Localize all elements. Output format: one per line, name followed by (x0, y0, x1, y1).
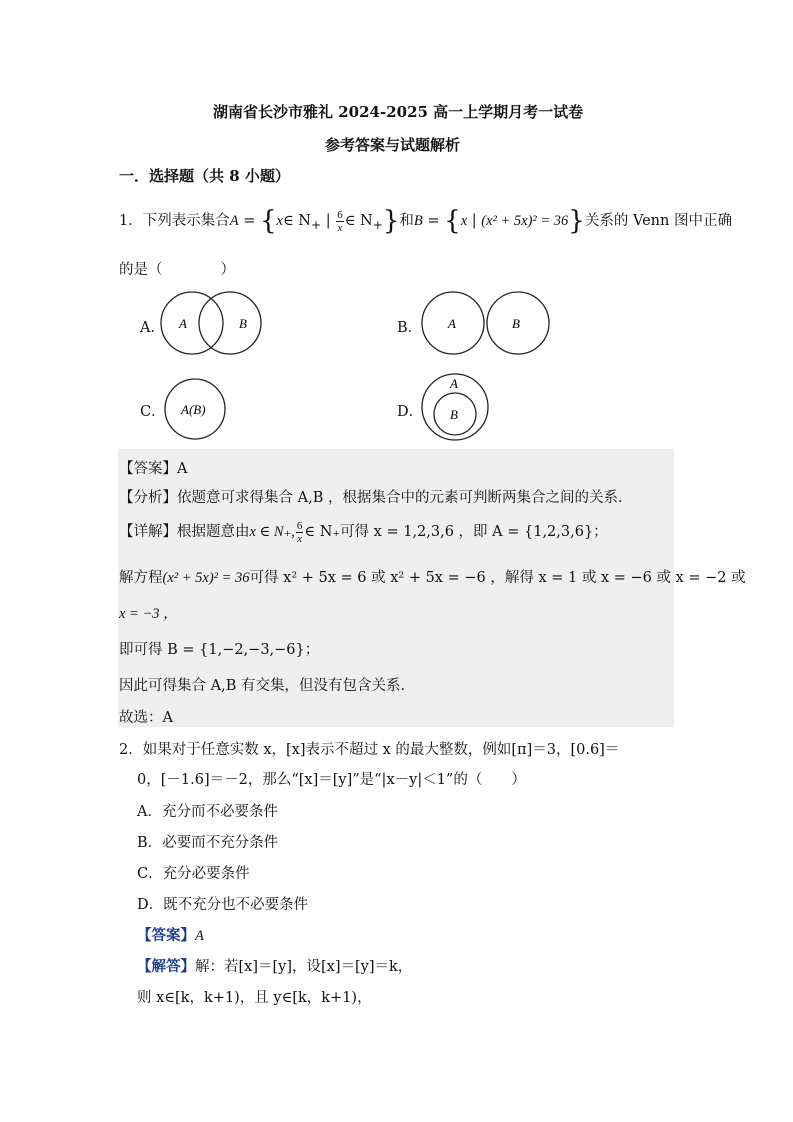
detail-fraction (296, 520, 304, 545)
answer-1-solve-cont: x = −3 ， (119, 606, 178, 622)
venn-b-label-b: B (512, 316, 520, 331)
page-subtitle: 参考答案与试题解析 (325, 136, 461, 154)
q1-frac-den: x (337, 221, 343, 234)
q2-answer-value: A (195, 928, 204, 944)
q1-frac-num: 6 (337, 208, 343, 221)
q1-in-n: ∈ N (282, 213, 311, 229)
option-a-label: A． (140, 320, 165, 336)
venn-b-label-a: A (448, 316, 456, 331)
q1-set-a-name: A (229, 213, 239, 229)
answer-1-set-b: 即可得 B = {1,−2,−3,−6}； (119, 642, 320, 658)
q2-solution-text: 解：若[x]＝[y]，设[x]＝[y]＝k， (195, 959, 413, 975)
detail-condition: x ∈ N₊, (249, 524, 295, 540)
solve-text-b: 可得 x² + 5x = 6 或 x² + 5x = −6 ，解得 x = 1 或 x = −6 或 x = −2 或 (249, 570, 746, 586)
q1-set-a-var: x (276, 213, 283, 229)
venn-a-label-a: A (179, 316, 187, 331)
q2-option-d: D．既不充分也不必要条件 (137, 897, 309, 913)
q2-solution-line2: 则 x∈[k，k+1)，且 y∈[k，k+1)， (137, 990, 372, 1006)
q2-option-b: B．必要而不充分条件 (137, 835, 279, 851)
detail-frac-num: 6 (296, 519, 303, 532)
question-2-stem-line2: 0，[－1.6]＝－2，那么“[x]＝[y]”是“|x－y|＜1”的（ ） (137, 772, 526, 788)
venn-option-b (420, 290, 554, 358)
solve-text-a: 解方程 (119, 570, 163, 586)
q2-solution (137, 955, 412, 976)
option-d-label: D． (397, 404, 424, 420)
answer-1-answer: 【答案】A (119, 461, 188, 477)
venn-a-label-b: B (239, 316, 247, 331)
venn-d-label-b: B (450, 407, 458, 422)
q1-set-b-name: B (413, 213, 423, 229)
venn-option-d (420, 372, 490, 442)
q2-option-a: A．充分而不必要条件 (137, 804, 278, 820)
q2-answer-tag: 【答案】 (137, 927, 195, 944)
q1-and: 和 (399, 213, 414, 229)
q1-set-b-body: (x² + 5x)² = 36 (481, 213, 569, 229)
option-c-label: C． (140, 404, 166, 420)
q1-prefix: 1．下列表示集合 (119, 213, 230, 229)
analysis-tag: 【分析】 (119, 490, 177, 506)
question-2-stem-line1: 2．如果对于任意实数 x，[x]表示不超过 x 的最大整数，例如[π]＝3，[0.6]＝ (119, 742, 620, 758)
q1-plus-sub: + (310, 217, 322, 232)
answer-1-choice: 故选：A (119, 710, 173, 726)
page-title: 湖南省长沙市雅礼 2024-2025 高一上学期月考一试卷 (213, 103, 584, 121)
venn-c-label: A(B) (181, 402, 206, 417)
answer-1-solve (119, 566, 746, 587)
venn-option-c (162, 376, 228, 442)
detail-tag: 【详解】 (119, 524, 177, 540)
option-b-label: B． (397, 320, 423, 336)
venn-option-a (160, 290, 268, 358)
venn-d-label-a: A (450, 376, 458, 391)
solve-equation: (x² + 5x)² = 36 (162, 570, 250, 586)
detail-text-a: 根据题意由 (177, 524, 250, 540)
question-1-stem: 1．下列表示集合A = {x∈ $N_+$ | $\frac{6}{x}$ ∈ $N_+$}和B = {x | (x² + 5x)² = 36}关系的 Venn 图中正确 (119, 206, 732, 236)
section-heading: 一．选择题（共 8 小题） (119, 167, 290, 185)
q2-option-c: C．充分必要条件 (137, 866, 250, 882)
analysis-text: 依题意可求得集合 A,B ，根据集合中的元素可判断两集合之间的关系． (177, 490, 633, 506)
q1-suffix: 关系的 Venn 图中正确 (584, 213, 732, 229)
q1-fraction (336, 209, 344, 234)
answer-1-detail (119, 517, 608, 547)
q2-solution-tag: 【解答】 (137, 958, 195, 975)
detail-text-b: 可得 x = 1,2,3,6 ，即 A = {1,2,3,6}； (340, 524, 608, 540)
q2-answer (137, 924, 204, 945)
answer-1-analysis (119, 486, 632, 507)
detail-condition-2: ∈ N₊ (304, 524, 341, 540)
venn-a-circle-b (199, 292, 261, 354)
detail-frac-den: x (297, 532, 303, 545)
answer-1-conclusion: 因此可得集合 A,B 有交集，但没有包含关系． (119, 678, 415, 694)
question-1-line2: 的是（ ） (119, 262, 235, 278)
venn-a-circle-a (161, 292, 223, 354)
